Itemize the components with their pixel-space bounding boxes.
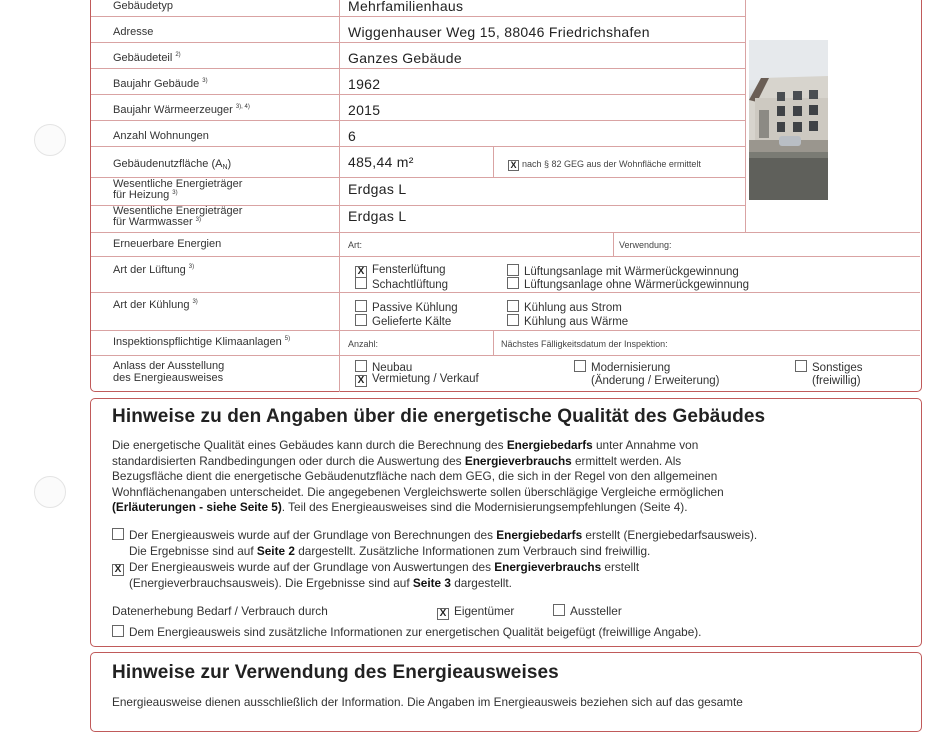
checkbox[interactable] bbox=[355, 300, 367, 312]
label-renewable-energy: Erneuerbare Energien bbox=[113, 238, 222, 250]
cooling-option-electric[interactable]: Kühlung aus Strom bbox=[507, 300, 622, 315]
demand-certificate-option-line2: Die Ergebnisse sind auf Seite 2 dargestellt. Zusätzliche Informationen zum Verbrauch sind freiwillig. bbox=[129, 544, 651, 558]
ventilation-option-shaft[interactable]: Schachtlüftung bbox=[355, 277, 448, 292]
checkbox[interactable]: X bbox=[112, 564, 124, 576]
checkbox[interactable] bbox=[574, 360, 586, 372]
label-cooling: Art der Kühlung $^{3)}$ bbox=[113, 299, 198, 311]
ventilation-option-without-recovery[interactable]: Lüftungsanlage ohne Wärmerückgewinnung bbox=[507, 277, 749, 292]
checkbox[interactable]: X bbox=[437, 608, 449, 620]
ventilation-option-with-recovery[interactable]: Lüftungsanlage mit Wärmerückgewinnung bbox=[507, 264, 739, 279]
checkbox[interactable] bbox=[112, 625, 124, 637]
building-photo-illustration bbox=[749, 40, 828, 200]
occasion-option-rent-sale[interactable]: X Vermietung / Verkauf bbox=[355, 373, 479, 387]
label-construction-year: Baujahr Gebäude $^{3)}$ bbox=[113, 78, 208, 90]
notes-paragraph-line: Die energetische Qualität eines Gebäudes kann durch die Berechnung des Energiebedarfs unter Annahme von bbox=[112, 438, 699, 452]
checkbox[interactable] bbox=[112, 528, 124, 540]
label-usable-area: Gebäudenutzfläche (AN) bbox=[113, 158, 232, 171]
section-title-energy-quality: Hinweise zu den Angaben über die energetische Qualität des Gebäudes bbox=[112, 406, 766, 427]
cooling-option-heat[interactable]: Kühlung aus Wärme bbox=[507, 314, 628, 329]
building-photo bbox=[749, 40, 828, 200]
usage-paragraph-line: Energieausweise dienen ausschließlich der Information. Die Angaben im Energieausweis beziehen sich auf das gesamte bbox=[112, 695, 743, 709]
checkbox[interactable] bbox=[507, 277, 519, 289]
cooling-option-delivered[interactable]: Gelieferte Kälte bbox=[355, 314, 451, 329]
notes-paragraph-line: (Erläuterungen - siehe Seite 5). Teil des Energieausweises sind die Modernisierungsempfehlungen (Seite 4). bbox=[112, 500, 688, 514]
consumption-certificate-option-line2: (Energieverbrauchsausweis). Die Ergebnisse sind auf Seite 3 dargestellt. bbox=[129, 576, 512, 590]
value-energy-carrier-water: Erdgas L bbox=[348, 208, 407, 224]
inspection-date-label: Nächstes Fälligkeitsdatum der Inspektion: bbox=[501, 339, 668, 349]
value-address: Wiggenhauser Weg 15, 88046 Friedrichshafen bbox=[348, 24, 650, 40]
usage-notes-section bbox=[90, 652, 922, 732]
renewable-use-label: Verwendung: bbox=[619, 240, 672, 250]
usable-area-checkbox[interactable]: X bbox=[508, 160, 519, 171]
checkbox[interactable] bbox=[553, 604, 565, 616]
energy-quality-notes-section bbox=[90, 398, 922, 647]
value-construction-year: 1962 bbox=[348, 76, 381, 92]
checkbox[interactable] bbox=[507, 264, 519, 276]
punch-hole-middle bbox=[34, 476, 66, 508]
checkbox[interactable] bbox=[507, 300, 519, 312]
ventilation-option-window[interactable]: X Fensterlüftung bbox=[355, 264, 446, 278]
label-building-type: Gebäudetyp bbox=[113, 0, 173, 12]
data-collection-owner-option[interactable]: X Eigentümer bbox=[437, 604, 514, 620]
label-ventilation: Art der Lüftung $^{3)}$ bbox=[113, 264, 195, 276]
value-usable-area: 485,44 m² bbox=[348, 154, 414, 170]
value-heater-year: 2015 bbox=[348, 102, 381, 118]
cooling-option-passive[interactable]: Passive Kühlung bbox=[355, 300, 458, 315]
notes-paragraph-line: standardisierten Randbedingungen oder durch die Auswertung des Energieverbrauchs ermittelt werden. Als bbox=[112, 454, 682, 468]
label-energy-carrier-heating: Wesentliche Energieträger für Heizung $^{3)}$ bbox=[113, 178, 243, 201]
label-heater-year: Baujahr Wärmeerzeuger $^{3), 4)}$ bbox=[113, 104, 250, 116]
usable-area-calculation-note: X nach § 82 GEG aus der Wohnfläche ermittelt bbox=[508, 159, 701, 171]
checkbox[interactable]: X bbox=[355, 266, 367, 278]
label-energy-carrier-water: Wesentliche Energieträger für Warmwasser $^{3)}$ bbox=[113, 205, 243, 228]
checkbox[interactable] bbox=[355, 360, 367, 372]
label-building-part: Gebäudeteil $^{2)}$ bbox=[113, 52, 181, 64]
label-occasion: Anlass der Ausstellung des Energieausweises bbox=[113, 360, 225, 384]
section-title-usage: Hinweise zur Verwendung des Energieausweises bbox=[112, 662, 559, 683]
checkbox[interactable] bbox=[795, 360, 807, 372]
checkbox[interactable] bbox=[507, 314, 519, 326]
value-energy-carrier-heating: Erdgas L bbox=[348, 181, 407, 197]
value-apartment-count: 6 bbox=[348, 128, 357, 144]
demand-certificate-option[interactable]: Der Energieausweis wurde auf der Grundlage von Berechnungen des Energiebedarfs erstellt (Energiebedarfsausweis). bbox=[112, 528, 757, 543]
label-apartment-count: Anzahl Wohnungen bbox=[113, 130, 209, 142]
label-address: Adresse bbox=[113, 26, 154, 38]
occasion-option-new-building[interactable]: Neubau bbox=[355, 360, 412, 375]
occasion-option-other[interactable]: Sonstiges (freiwillig) bbox=[795, 360, 863, 388]
notes-paragraph-line: Bezugsfläche dient die energetische Gebäudenutzfläche nach dem GEG, die sich in der Regel von den allgemeinen bbox=[112, 469, 718, 483]
label-inspection: Inspektionspflichtige Klimaanlagen $^{5)}$ bbox=[113, 336, 291, 348]
value-building-part: Ganzes Gebäude bbox=[348, 50, 462, 66]
checkbox[interactable]: X bbox=[355, 375, 367, 387]
checkbox[interactable] bbox=[355, 314, 367, 326]
notes-paragraph-line: Wohnflächenangaben unterscheidet. Die angegebenen Vergleichswerte sollen überschlägige Vergleiche ermöglichen bbox=[112, 485, 724, 499]
data-collection-label: Datenerhebung Bedarf / Verbrauch durch bbox=[112, 604, 328, 618]
value-building-type: Mehrfamilienhaus bbox=[348, 0, 464, 14]
data-collection-issuer-option[interactable]: Aussteller bbox=[553, 604, 622, 619]
additional-info-option[interactable]: Dem Energieausweis sind zusätzliche Informationen zur energetischen Qualität beigefügt (freiwillige Angabe). bbox=[112, 625, 701, 640]
consumption-certificate-option[interactable]: X Der Energieausweis wurde auf der Grundlage von Auswertungen des Energieverbrauchs erstellt bbox=[112, 560, 639, 576]
checkbox[interactable] bbox=[355, 277, 367, 289]
renewable-type-label: Art: bbox=[348, 240, 363, 250]
occasion-option-modernisation[interactable]: Modernisierung (Änderung / Erweiterung) bbox=[574, 360, 719, 388]
inspection-count-label: Anzahl: bbox=[348, 339, 379, 349]
punch-hole-top bbox=[34, 124, 66, 156]
